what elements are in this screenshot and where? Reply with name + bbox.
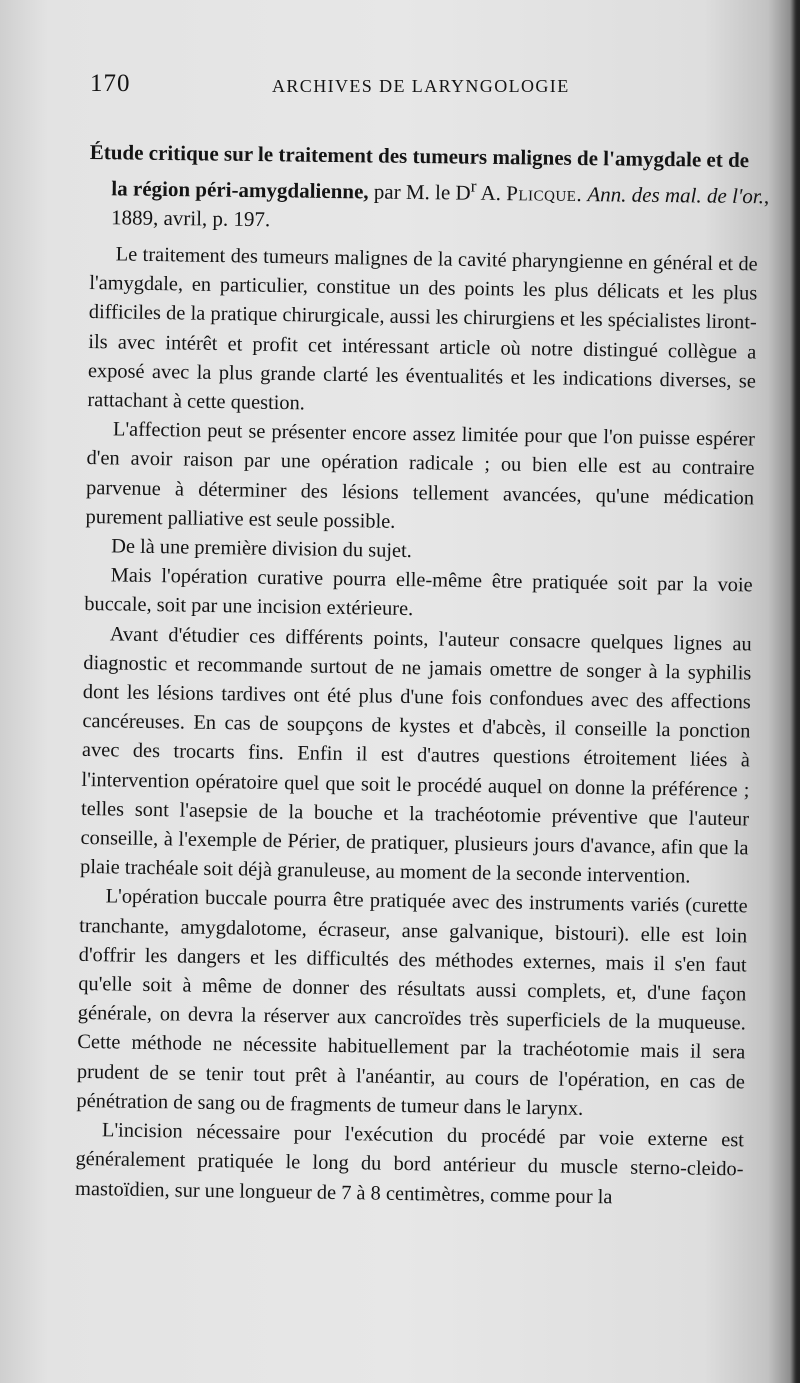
running-head: ARCHIVES DE LARYNGOLOGIE: [272, 76, 570, 96]
paragraph: De là une première division du sujet.: [111, 535, 413, 563]
paragraph: L'incision nécessaire pour l'exécution du procédé par voie externe est généralement pratiquée le long du bord antérieur du muscle sterno-cleido-mastoïdien, sur une longueur de 7 à 8 centimètres, comme pour la: [74, 1119, 745, 1208]
citation-entry: [89, 138, 770, 240]
citation-text: [89, 138, 770, 240]
citation-author-initial: A.: [480, 180, 502, 206]
citation-by: par M. le D: [373, 179, 471, 205]
paragraph: Mais l'opération curative pourra elle-même être pratiquée soit par la voie buccale, soit par une incision extérieure.: [84, 564, 753, 621]
citation-author-name: Plicque.: [506, 181, 583, 207]
body-text: [75, 240, 758, 1214]
citation-date-pages: , 1889, avril, p. 197.: [110, 184, 770, 232]
citation-journal: Ann. des mal. de l'or.: [587, 182, 765, 209]
paragraph: Avant d'étudier ces différents points, l'auteur consacre quelques lignes au diagnostic et recommande surtout de ne jamais omettre de songer à la syphilis dont les lésions tardives ont été plus d'une fois confondues avec des affections cancéreuses. En cas de soupçons de kystes et d'abcès, il conseille la ponction avec des trocarts fins. Enfin il est d'autres questions étroitement liées à l'intervention opératoire quel que soit le procédé auquel on donne la préférence ; telles sont l'asepsie de la bouche et la trachéotomie préventive que l'auteur conseille, à l'exemple de Périer, de pratiquer, plusieurs jours d'avance, afin que la plaie trachéale soit déjà granuleuse, au moment de la seconde intervention.: [79, 623, 752, 888]
page-header: [90, 70, 730, 110]
citation-superscript: r: [470, 175, 477, 196]
page-number: 170: [90, 70, 131, 97]
paragraph: L'opération buccale pourra être pratiquée avec des instruments variés (curette tranchante, amygdalotome, écraseur, anse galvanique, bistouri). elle est loin d'offrir les dangers et les difficultés des méthodes externes, mais il s'en faut qu'elle soit à même de donner des résultats aussi complets, et, d'une façon générale, on devra la réserver aux cancroïdes très superficiels de la muqueuse. Cette méthode ne nécessite habituellement par la trachéotomie mais il sera prudent de se tenir tout prêt à l'anéantir, au cours de l'opération, en cas de pénétration de sang ou de fragments de tumeur dans le larynx.: [76, 885, 748, 1120]
book-spine-shadow: [790, 0, 800, 1383]
citation-title: Étude critique sur le traitement des tumeurs malignes de l'amygdale et de la région péri-amygdalienne,: [89, 139, 750, 204]
paragraph: Le traitement des tumeurs malignes de la cavité pharyngienne en général et de l'amygdale, en particulier, constitue un des points les plus délicats et les plus difficiles de la pratique chirurgicale, aussi les chirurgiens et les spécialistes liront-ils avec intérêt et profit cet intéressant article où notre distingué collègue a exposé avec la plus grande clarté les éventualités et les indications diverses, se rattachant à cette question.: [87, 243, 758, 415]
paragraph: L'affection peut se présenter encore assez limitée pour que l'on puisse espérer d'en avoir raison par une opération radicale ; ou bien elle est au contraire parvenue à déterminer des lésions tellement avancées, qu'une médication purement palliative est seule possible.: [85, 418, 756, 533]
